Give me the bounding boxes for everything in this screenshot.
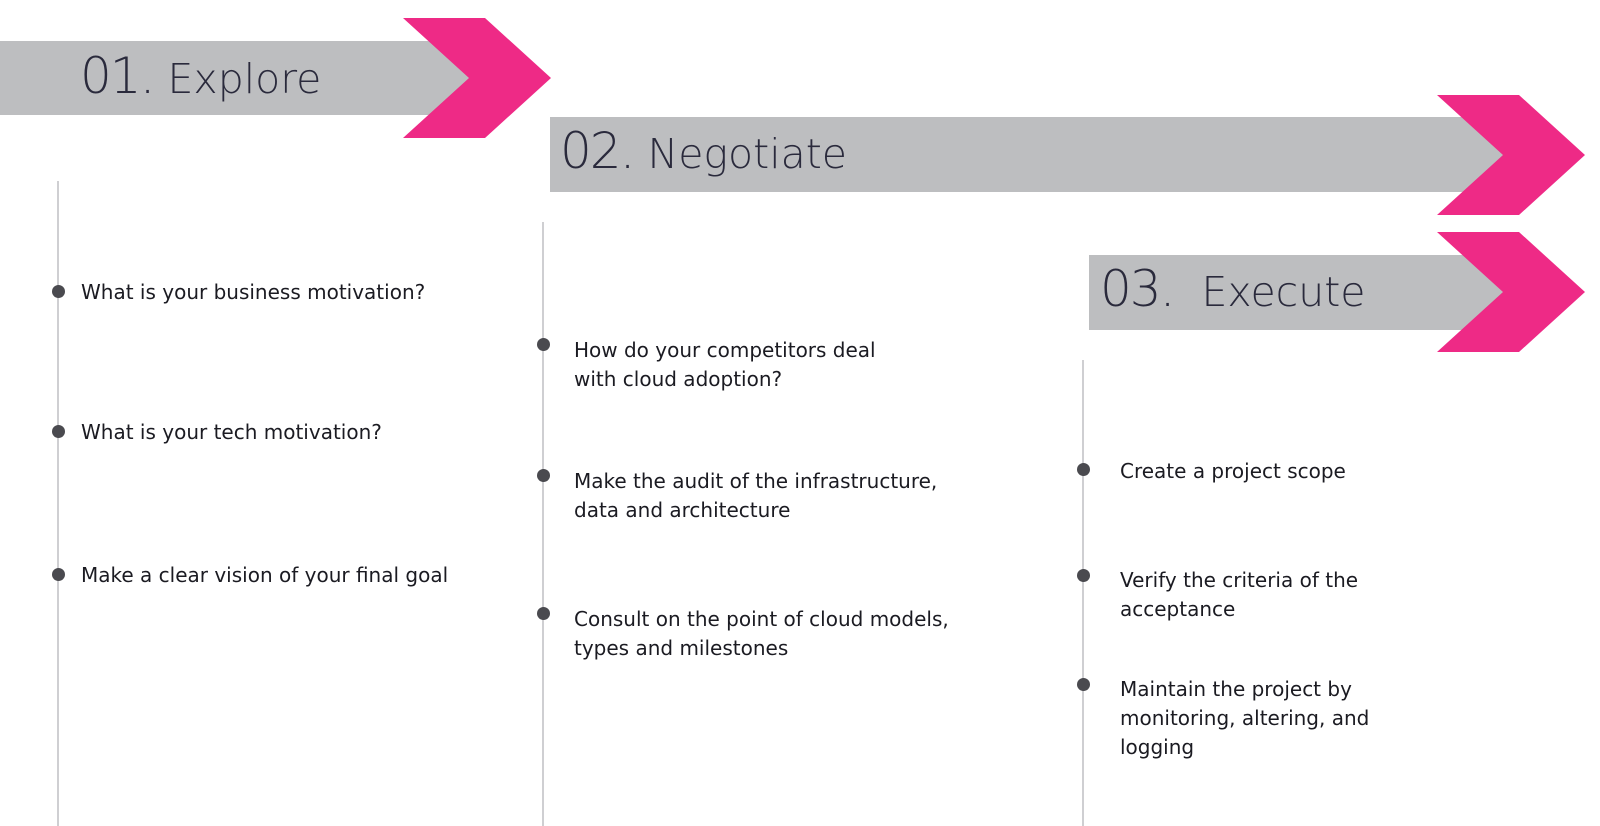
item-line: with cloud adoption? bbox=[574, 367, 783, 391]
phase-3-item-1 bbox=[1120, 457, 1346, 486]
phase-1-chevron-icon bbox=[403, 18, 551, 138]
item-line: monitoring, altering, and bbox=[1120, 706, 1370, 730]
bullet-dot bbox=[52, 568, 65, 581]
phase-3-item-3 bbox=[1120, 675, 1369, 762]
phase-1-item-1 bbox=[81, 278, 425, 307]
item-line: Make the audit of the infrastructure, bbox=[574, 469, 938, 493]
bullet-dot bbox=[52, 285, 65, 298]
phase-3-number: 03. bbox=[1100, 260, 1174, 318]
phase-1-timeline bbox=[57, 181, 59, 826]
item-line: data and architecture bbox=[574, 498, 791, 522]
item-line: Make a clear vision of your final goal bbox=[81, 563, 449, 587]
item-line: Create a project scope bbox=[1120, 459, 1346, 483]
phase-1-name: Explore bbox=[167, 55, 322, 103]
bullet-dot bbox=[1077, 463, 1090, 476]
phase-3-title bbox=[1100, 260, 1366, 318]
bullet-dot bbox=[537, 469, 550, 482]
item-line: What is your tech motivation? bbox=[81, 420, 382, 444]
item-line: acceptance bbox=[1120, 597, 1236, 621]
bullet-dot bbox=[52, 425, 65, 438]
phase-3-timeline bbox=[1082, 360, 1084, 826]
item-line: What is your business motivation? bbox=[81, 280, 426, 304]
phase-3-name: Execute bbox=[1201, 268, 1366, 316]
phase-3-chevron-icon bbox=[1437, 232, 1585, 352]
bullet-dot bbox=[1077, 569, 1090, 582]
phase-2-chevron-icon bbox=[1437, 95, 1585, 215]
item-line: types and milestones bbox=[574, 636, 789, 660]
phase-2-timeline bbox=[542, 222, 544, 826]
phase-2-name: Negotiate bbox=[647, 130, 848, 178]
phase-2-title bbox=[560, 122, 847, 180]
item-line: Maintain the project by bbox=[1120, 677, 1352, 701]
phase-1-item-3 bbox=[81, 561, 448, 590]
phase-1-item-2 bbox=[81, 418, 382, 447]
phase-3-item-2 bbox=[1120, 566, 1358, 624]
item-line: Verify the criteria of the bbox=[1120, 568, 1359, 592]
bullet-dot bbox=[537, 338, 550, 351]
phase-2-item-3 bbox=[574, 605, 949, 663]
phase-1-title bbox=[80, 47, 321, 105]
item-line: Consult on the point of cloud models, bbox=[574, 607, 949, 631]
phase-2-number: 02. bbox=[560, 122, 634, 180]
phase-1-number: 01. bbox=[80, 47, 154, 105]
phase-2-item-2 bbox=[574, 467, 937, 525]
bullet-dot bbox=[1077, 678, 1090, 691]
item-line: How do your competitors deal bbox=[574, 338, 876, 362]
item-line: logging bbox=[1120, 735, 1195, 759]
phase-2-item-1 bbox=[574, 336, 876, 394]
bullet-dot bbox=[537, 607, 550, 620]
